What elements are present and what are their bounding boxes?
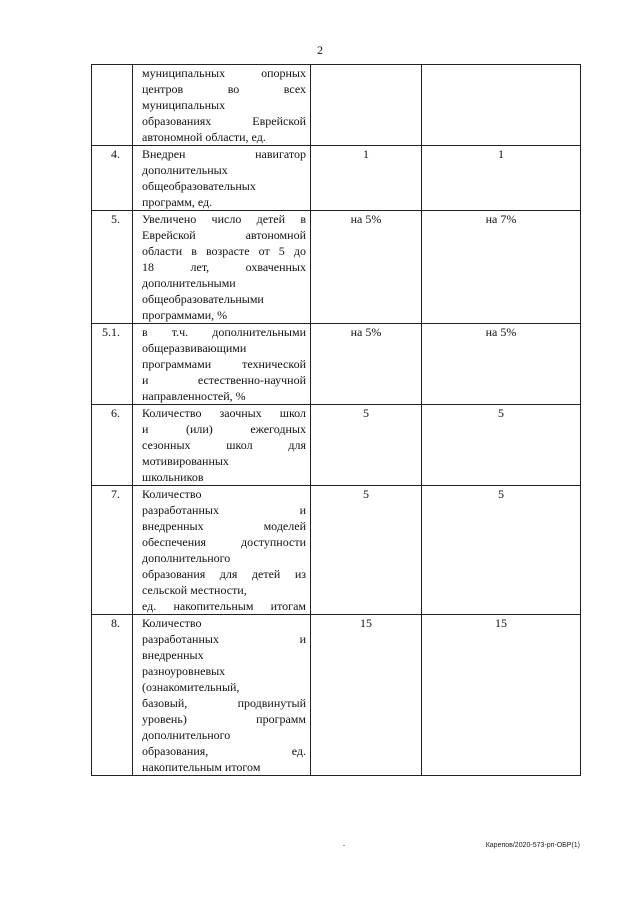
description-line: дополнительного xyxy=(142,551,231,565)
value-column-1: 15 xyxy=(311,615,422,776)
description-line: внедренных моделей xyxy=(142,519,306,533)
value-column-2: на 7% xyxy=(422,211,581,324)
indicator-description xyxy=(133,324,311,405)
description-line: внедренных xyxy=(142,648,204,662)
row-number xyxy=(92,65,133,146)
value-column-1: 5 xyxy=(311,486,422,615)
description-line: Внедрен навигатор xyxy=(142,147,306,161)
description-line: разноуровневых xyxy=(142,664,226,678)
table-row xyxy=(92,486,581,615)
description-line: муниципальных xyxy=(142,98,226,112)
indicators-table xyxy=(91,64,581,776)
description-line: уровень) программ xyxy=(142,712,306,726)
value-column-2: 5 xyxy=(422,486,581,615)
indicator-description xyxy=(133,486,311,615)
table-row xyxy=(92,146,581,211)
description-line: муниципальных опорных xyxy=(142,66,306,80)
value-column-1 xyxy=(311,65,422,146)
description-line: общеобразовательных xyxy=(142,179,256,193)
description-line: Количество xyxy=(142,616,202,630)
description-line: разработанных и xyxy=(142,632,306,646)
indicator-description xyxy=(133,65,311,146)
description-line: и естественно-научной xyxy=(142,373,306,387)
description-line: Увеличено число детей в xyxy=(142,212,306,226)
table-row xyxy=(92,405,581,486)
description-line: Количество заочных школ xyxy=(142,406,306,420)
value-column-1: 5 xyxy=(311,405,422,486)
row-number: 6. xyxy=(92,405,133,486)
description-line: программами, % xyxy=(142,308,228,322)
description-line: общеразвивающими xyxy=(142,341,247,355)
description-line: Количество xyxy=(142,487,202,501)
description-line: образования для детей из xyxy=(142,567,306,581)
value-column-2 xyxy=(422,65,581,146)
description-line: программ, ед. xyxy=(142,195,213,209)
description-line: области в возрасте от 5 до xyxy=(142,244,306,258)
description-line: сезонных школ для xyxy=(142,438,306,452)
description-line: программами технической xyxy=(142,357,306,371)
row-number: 5.1. xyxy=(92,324,133,405)
value-column-1: 1 xyxy=(311,146,422,211)
value-column-1: на 5% xyxy=(311,211,422,324)
description-line: центров во всех xyxy=(142,82,306,96)
page-number: 2 xyxy=(317,43,323,57)
indicator-description xyxy=(133,615,311,776)
scan-speck xyxy=(343,845,345,846)
description-line: базовый, продвинутый xyxy=(142,696,306,710)
description-line: обеспечения доступности xyxy=(142,535,306,549)
value-column-1: на 5% xyxy=(311,324,422,405)
value-column-2: 5 xyxy=(422,405,581,486)
description-line: и (или) ежегодных xyxy=(142,422,306,436)
description-line: разработанных и xyxy=(142,503,306,517)
table-row xyxy=(92,65,581,146)
description-line: мотивированных xyxy=(142,454,229,468)
value-column-2: 15 xyxy=(422,615,581,776)
row-number: 8. xyxy=(92,615,133,776)
description-line: Еврейской автономной xyxy=(142,228,306,242)
table-row xyxy=(92,211,581,324)
table-row xyxy=(92,324,581,405)
row-number: 7. xyxy=(92,486,133,615)
row-number: 5. xyxy=(92,211,133,324)
description-line: дополнительного xyxy=(142,728,231,742)
description-line: (ознакомительный, xyxy=(142,680,240,694)
value-column-2: 1 xyxy=(422,146,581,211)
description-line: дополнительных xyxy=(142,163,228,177)
indicator-description xyxy=(133,211,311,324)
document-code: Карепов/2020-573-рп-ОБР(1) xyxy=(485,842,580,849)
table-row xyxy=(92,615,581,776)
description-line: автономной области, ед. xyxy=(142,130,266,144)
value-column-2: на 5% xyxy=(422,324,581,405)
description-line: 18 лет, охваченных xyxy=(142,260,306,274)
description-line: ед. накопительным итогам xyxy=(142,599,306,613)
description-line: образованиях Еврейской xyxy=(142,114,306,128)
description-line: сельской местности, xyxy=(142,583,247,597)
description-line: в т.ч. дополнительными xyxy=(142,325,306,339)
description-line: школьников xyxy=(142,470,204,484)
row-number: 4. xyxy=(92,146,133,211)
indicator-description xyxy=(133,405,311,486)
description-line: накопительным итогом xyxy=(142,760,261,774)
description-line: образования, ед. xyxy=(142,744,306,758)
description-line: направленностей, % xyxy=(142,389,246,403)
description-line: дополнительными xyxy=(142,276,236,290)
description-line: общеобразовательными xyxy=(142,292,264,306)
indicator-description xyxy=(133,146,311,211)
